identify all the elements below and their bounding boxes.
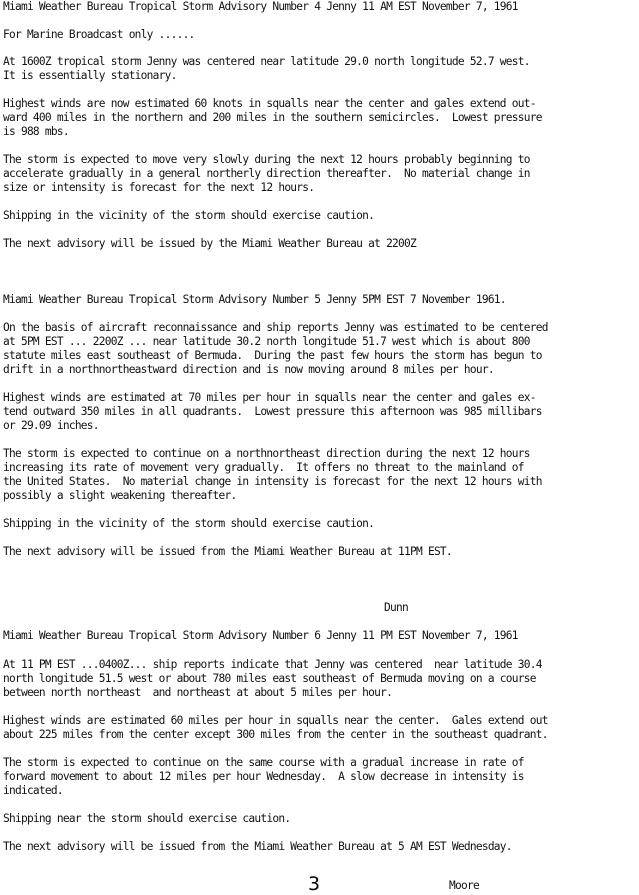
signature-dunn: Dunn <box>384 601 408 615</box>
text-line: Shipping in the vicinity of the storm should exercise caution. <box>3 209 375 222</box>
text-line: At 1600Z tropical storm Jenny was centered near latitude 29.0 north longitude 52.7 west. <box>3 55 530 68</box>
text-line: Highest winds are estimated at 70 miles per hour in squalls near the center and gales ex- <box>3 391 536 404</box>
marine-broadcast-note: For Marine Broadcast only ...... <box>3 28 195 41</box>
text-line: Highest winds are now estimated 60 knots in squalls near the center and gales extend out- <box>3 97 536 110</box>
text-line: The next advisory will be issued from the Miami Weather Bureau at 5 AM EST Wednesday. <box>3 840 512 853</box>
text-line: Shipping in the vicinity of the storm should exercise caution. <box>3 517 375 530</box>
text-line: forward movement to about 12 miles per hour Wednesday. A slow decrease in intensity is <box>3 770 524 783</box>
text-line: possibly a slight weakening thereafter. <box>3 489 237 502</box>
text-line: The next advisory will be issued from the Miami Weather Bureau at 11PM EST. <box>3 545 452 558</box>
advisory-header: Miami Weather Bureau Tropical Storm Advisory Number 4 Jenny 11 AM EST November 7, 1961 <box>3 0 518 13</box>
text-line: ward 400 miles in the northern and 200 miles in the southern semicircles. Lowest pressure <box>3 111 542 124</box>
text-line: It is essentially stationary. <box>3 69 177 82</box>
advisory-header: Miami Weather Bureau Tropical Storm Advisory Number 5 Jenny 5PM EST 7 November 1961. <box>3 293 506 306</box>
advisory-header: Miami Weather Bureau Tropical Storm Advisory Number 6 Jenny 11 PM EST November 7, 1961 <box>3 629 518 642</box>
text-line: The storm is expected to continue on the same course with a gradual increase in rate of <box>3 756 524 769</box>
text-line: north longitude 51.5 west or about 780 miles east southeast of Bermuda moving on a course <box>3 672 536 685</box>
text-line: The storm is expected to move very slowly during the next 12 hours probably beginning to <box>3 153 530 166</box>
page-number: 3 <box>308 873 321 895</box>
text-line: indicated. <box>3 784 63 797</box>
text-line: at 5PM EST ... 2200Z ... near latitude 30.2 north longitude 51.7 west which is about 800 <box>3 335 530 348</box>
signature-moore: Moore <box>449 879 479 893</box>
text-line: Shipping near the storm should exercise caution. <box>3 812 291 825</box>
text-line: between north northeast and northeast at about 5 miles per hour. <box>3 686 393 699</box>
text-line: or 29.09 inches. <box>3 419 99 432</box>
text-line: Highest winds are estimated 60 miles per hour in squalls near the center. Gales extend out <box>3 714 548 727</box>
text-line: increasing its rate of movement very gradually. It offers no threat to the mainland of <box>3 461 524 474</box>
text-line: about 225 miles from the center except 300 miles from the center in the southeast quadrant. <box>3 728 548 741</box>
text-line: accelerate gradually in a general northerly direction thereafter. No material change in <box>3 167 530 180</box>
text-line: is 988 mbs. <box>3 125 69 138</box>
text-line: On the basis of aircraft reconnaissance and ship reports Jenny was estimated to be centered <box>3 321 548 334</box>
text-line: The storm is expected to continue on a northnortheast direction during the next 12 hours <box>3 447 530 460</box>
text-line: size or intensity is forecast for the next 12 hours. <box>3 181 315 194</box>
text-line: tend outward 350 miles in all quadrants. Lowest pressure this afternoon was 985 millibars <box>3 405 542 418</box>
text-line: At 11 PM EST ...0400Z... ship reports indicate that Jenny was centered near latitude 30.4 <box>3 658 542 671</box>
text-line: The next advisory will be issued by the Miami Weather Bureau at 2200Z <box>3 237 416 250</box>
text-line: statute miles east southeast of Bermuda. During the past few hours the storm has begun to <box>3 349 542 362</box>
text-line: the United States. No material change in intensity is forecast for the next 12 hours with <box>3 475 542 488</box>
text-line: drift in a northnortheastward direction and is now moving around 8 miles per hour. <box>3 363 494 376</box>
